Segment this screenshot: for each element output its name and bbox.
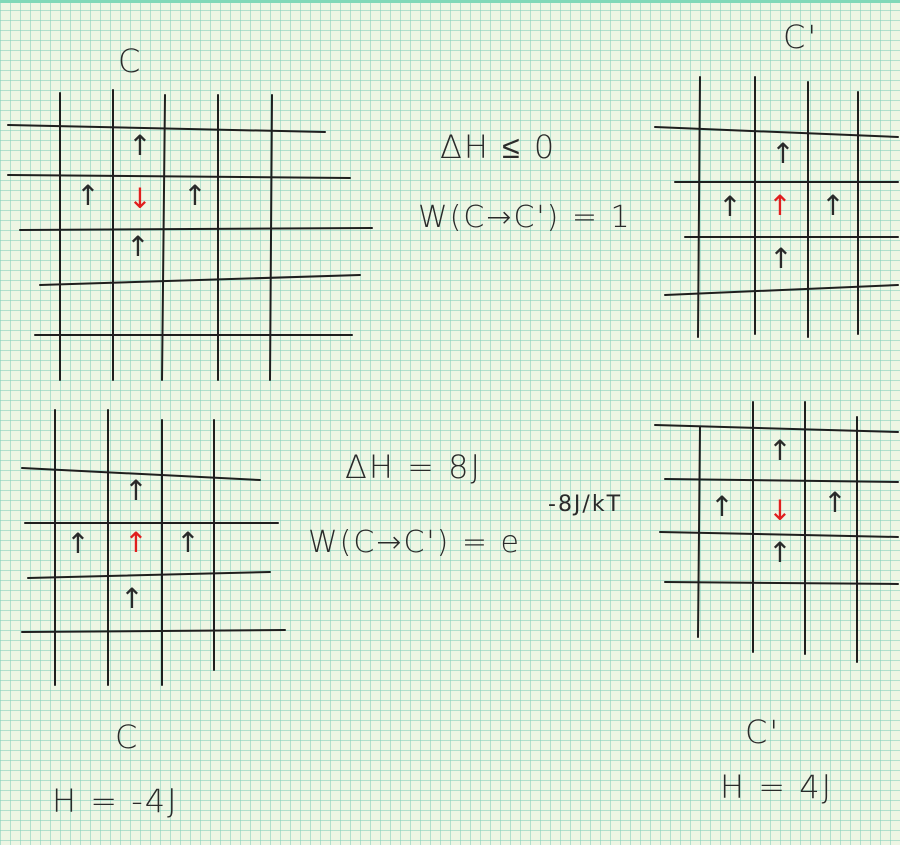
spin-north: ↑ (128, 129, 152, 162)
bottom-left-spin-lattice (0, 410, 290, 690)
spin-west: ↑ (66, 527, 90, 560)
spin-east: ↑ (821, 189, 845, 222)
bottom-left-title: C (115, 718, 140, 756)
spin-west: ↑ (710, 490, 734, 523)
spin-south: ↑ (126, 230, 150, 263)
page-top-edge (0, 0, 900, 3)
spin-center: ↓ (128, 182, 152, 215)
spin-south: ↑ (120, 582, 144, 615)
spin-south: ↑ (769, 242, 793, 275)
spin-center: ↑ (124, 526, 148, 559)
spin-north: ↑ (768, 434, 792, 467)
bottom-right-title: C' (745, 713, 781, 751)
spin-center: ↓ (768, 494, 792, 527)
rate-exponent: -8J/kT (548, 492, 623, 517)
bottom-transition-rate (308, 525, 521, 560)
spin-north: ↑ (771, 137, 795, 170)
top-right-title: C' (783, 18, 819, 56)
bottom-right-spin-lattice (650, 392, 900, 662)
top-left-title: C (118, 42, 143, 80)
spin-center: ↑ (768, 189, 792, 222)
spin-east: ↑ (823, 486, 847, 519)
top-transition-rate: W(C→C') = 1 (418, 200, 632, 235)
spin-north: ↑ (124, 474, 148, 507)
spin-west: ↑ (76, 179, 100, 212)
top-delta-h: ΔH ≤ 0 (440, 128, 557, 166)
top-right-spin-lattice (650, 72, 900, 342)
rate-base: W(C→C') = e (308, 525, 522, 560)
bottom-right-energy: H = 4J (720, 768, 834, 806)
spin-south: ↑ (768, 536, 792, 569)
bottom-delta-h: ΔH = 8J (345, 448, 482, 486)
bottom-left-energy: H = -4J (52, 782, 179, 820)
top-left-spin-lattice (0, 90, 380, 390)
spin-east: ↑ (183, 179, 207, 212)
spin-east: ↑ (176, 526, 200, 559)
spin-west: ↑ (718, 190, 742, 223)
